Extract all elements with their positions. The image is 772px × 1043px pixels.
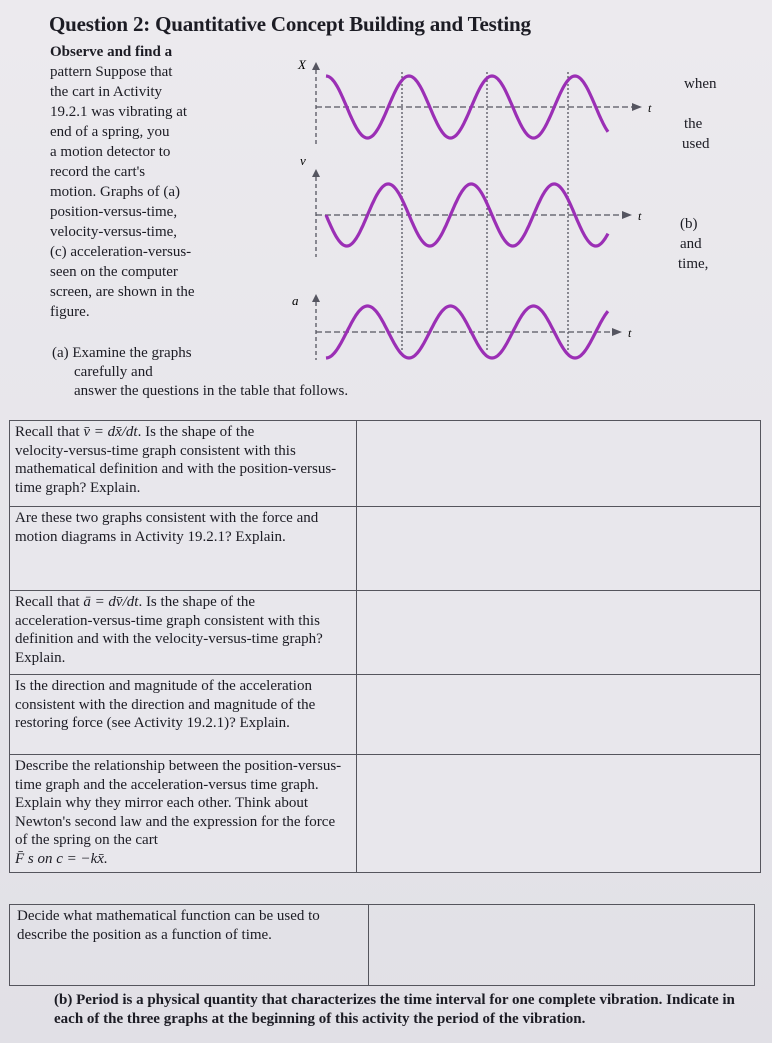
question-lead-rest: . Is the shape of the <box>137 424 255 440</box>
intro-line: Observe and find a <box>50 44 173 60</box>
answer-cell[interactable] <box>357 755 761 873</box>
position-graph <box>297 57 652 144</box>
answer-cell[interactable] <box>357 507 761 591</box>
intro-line: pattern Suppose that <box>50 64 173 80</box>
question-cell <box>10 421 357 507</box>
question-cell <box>10 591 357 675</box>
table-row <box>10 507 761 591</box>
question-body: velocity-versus-time graph consistent with this mathematical definition and with the position-versus-time graph? Explain. <box>15 442 337 496</box>
intro-paragraph <box>50 42 240 322</box>
position-curve <box>326 76 608 138</box>
intro-line: figure. <box>50 304 90 320</box>
question-body: Is the direction and magnitude of the acceleration consistent with the direction and magnitude of the restoring force (see Activity 19.2.1)? Explain. <box>15 678 316 731</box>
table-row <box>10 675 761 755</box>
velocity-axis-label: v <box>300 153 306 168</box>
question-body: acceleration-versus-time graph consistent with this definition and with the velocity-versus-time graph? Explain. <box>15 612 323 666</box>
acceleration-axis-arrow <box>312 294 320 302</box>
velocity-time-arrow <box>622 211 632 219</box>
intro-line: (c) acceleration-versus- <box>50 244 192 260</box>
question-cell <box>10 507 357 591</box>
side-word-b: (b) <box>680 216 698 232</box>
answer-cell[interactable] <box>357 675 761 755</box>
answer-cell[interactable] <box>357 591 761 675</box>
position-axis-arrow <box>312 62 320 70</box>
question-cell: Decide what mathematical function can be used to describe the position as a function of time. <box>10 905 369 986</box>
question-lead: Recall that <box>15 594 84 610</box>
part-a-instructions <box>52 344 348 401</box>
part-a-line: (a) Examine the graphs <box>52 345 192 361</box>
intro-line: the cart in Activity <box>50 84 163 100</box>
position-axis-label: X <box>298 57 306 72</box>
acceleration-time-label: t <box>628 326 632 340</box>
intro-line: velocity-versus-time, <box>50 224 178 240</box>
spring-force-formula: F̄ s on c = −kx̄. <box>15 850 108 867</box>
intro-line: record the cart's <box>50 164 146 180</box>
table-row <box>10 755 761 873</box>
answer-cell[interactable] <box>357 421 761 507</box>
acceleration-time-arrow <box>612 328 622 336</box>
function-question-table <box>9 904 755 986</box>
side-word-the: the <box>684 116 703 132</box>
position-time-label: t <box>648 101 652 115</box>
acceleration-curve <box>326 306 608 358</box>
acceleration-axis-label: a <box>292 293 299 308</box>
velocity-axis-arrow <box>312 169 320 177</box>
question-title: Question 2: Quantitative Concept Building and Testing <box>49 12 531 36</box>
question-cell <box>10 675 357 755</box>
intro-line: a motion detector to <box>50 144 171 160</box>
question-lead-rest: . Is the shape of the <box>138 594 256 610</box>
intro-line: position-versus-time, <box>50 204 178 220</box>
side-word-and: and <box>680 236 702 252</box>
part-a-line: carefully and <box>74 364 153 380</box>
table-row <box>10 591 761 675</box>
intro-line: seen on the computer <box>50 264 178 280</box>
motion-graphs-figure <box>286 52 666 364</box>
velocity-curve <box>326 184 608 246</box>
period-gridlines <box>402 72 568 352</box>
question-cell <box>10 755 357 873</box>
table-row <box>10 905 755 986</box>
intro-line: end of a spring, you <box>50 124 170 140</box>
answer-cell[interactable] <box>369 905 755 986</box>
acceleration-definition-formula: ā = dv̄/dt <box>83 594 139 610</box>
question-body: Describe the relationship between the position-versus-time graph and the acceleration-versus time graph. Explain why they mirror each other. Think about Newton's second law and the expression for the force of the spring on the cart <box>15 758 342 848</box>
velocity-graph <box>300 153 642 257</box>
part-a-line: answer the questions in the table that follows. <box>74 383 349 399</box>
velocity-time-label: t <box>638 209 642 223</box>
questions-table <box>9 420 761 873</box>
table-row <box>10 421 761 507</box>
intro-line: motion. Graphs of (a) <box>50 184 180 200</box>
intro-line: 19.2.1 was vibrating at <box>50 104 188 120</box>
side-word-time: time, <box>678 256 709 272</box>
side-word-when: when <box>684 76 717 92</box>
part-b-instructions: (b) Period is a physical quantity that characterizes the time interval for one complete vibration. Indicate in each of the three graphs at the beginning of this activity the period of the vibration. <box>54 992 735 1027</box>
position-time-arrow <box>632 103 642 111</box>
side-word-used: used <box>682 136 710 152</box>
velocity-definition-formula: v̄ = dx̄/dt <box>83 424 138 440</box>
question-body: Are these two graphs consistent with the force and motion diagrams in Activity 19.2.1? Explain. <box>15 510 319 545</box>
question-lead: Recall that <box>15 424 84 440</box>
intro-line: screen, are shown in the <box>50 284 195 300</box>
